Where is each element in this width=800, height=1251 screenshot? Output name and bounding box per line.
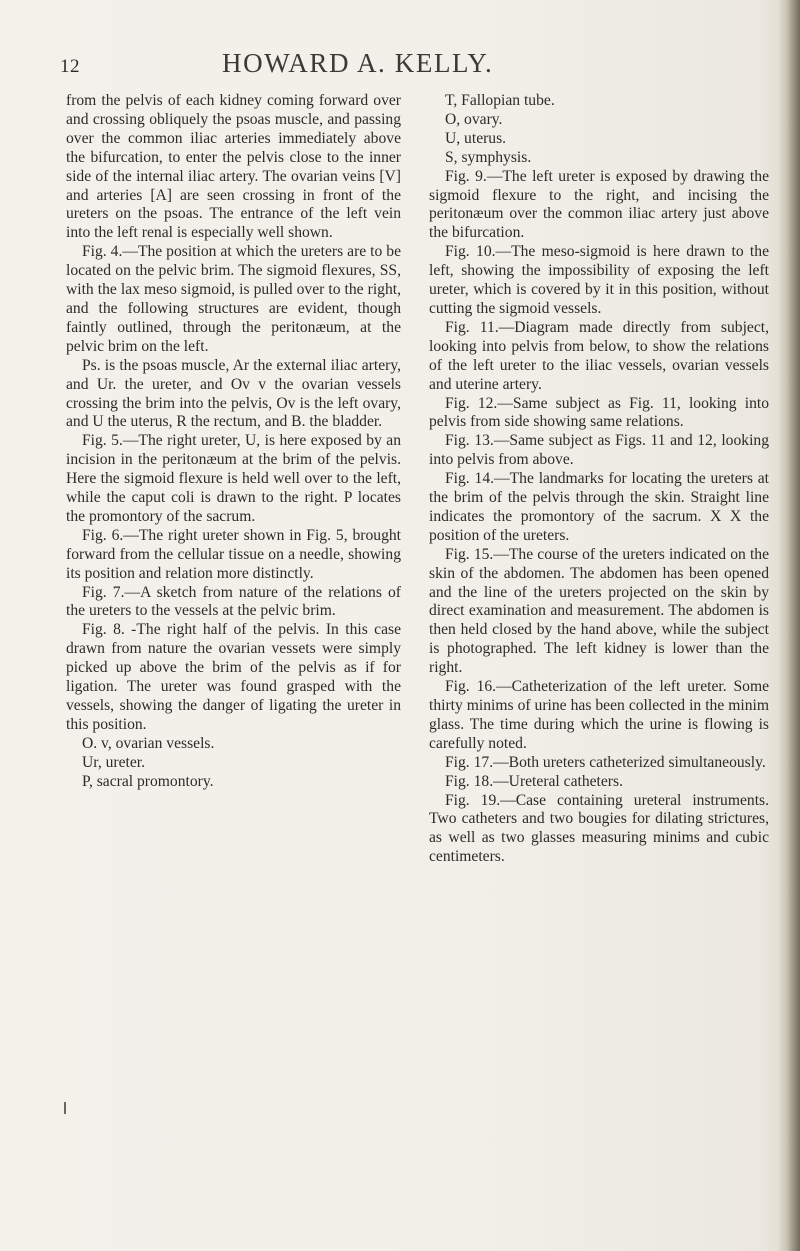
legend-item: T, Fallopian tube. xyxy=(445,92,555,109)
figure-caption: Fig. 10.—The meso-sigmoid is here drawn to the left, showing the impossibility of exposing the left ureter, which is covered by it in this position, without cutting the sigmoid vessels. xyxy=(429,243,769,317)
legend-item: O, ovary. xyxy=(445,110,503,128)
legend-item: U, uterus. xyxy=(445,129,507,147)
stray-mark xyxy=(64,1102,66,1114)
figure-caption: Fig. 13.—Same subject as Figs. 11 and 12, looking into pelvis from above. xyxy=(429,432,769,469)
figure-caption: Fig. 16.—Catheterization of the left ureter. Some thirty minims of urine has been collected in the minim glass. The time during which the urine is flowing is carefully noted. xyxy=(429,678,769,752)
legend-item: Ur, ureter. xyxy=(82,753,146,771)
page-number: 12 xyxy=(60,56,80,77)
legend-item: P, sacral promontory. xyxy=(82,772,214,790)
figure-caption: Fig. 8. -The right half of the pelvis. In this case drawn from nature the ovarian vessets were simply picked up above the brim of the pelvis as if for ligation. The ureter was found grasped with the vessels, showing the danger of ligating the ureter in this position. xyxy=(66,621,401,733)
running-head: HOWARD A. KELLY. xyxy=(222,48,494,78)
figure-caption: Fig. 9.—The left ureter is exposed by drawing the sigmoid flexure to the right, and incising the peritonæum over the common iliac artery just above the bifurcation. xyxy=(429,167,769,242)
page-edge-shadow xyxy=(778,0,800,1251)
paragraph: from the pelvis of each kidney coming forward over and crossing obliquely the psoas muscle, and passing over the common iliac arteries immediately above the bifurcation, to enter the pelvis close to the inner side of the internal iliac artery. The ovarian veins [V] and arteries [A] are seen crossing in front of the ureters on the psoas. The entrance of the left vein into the left renal is especially well shown. xyxy=(66,92,401,242)
left-column xyxy=(66,92,401,792)
figure-caption: Fig. 6.—The right ureter shown in Fig. 5, brought forward from the cellular tissue on a needle, showing its position and relation more distinctly. xyxy=(66,526,401,582)
right-column xyxy=(429,92,769,867)
legend-item: O. v, ovarian vessels. xyxy=(82,734,215,752)
figure-caption: Fig. 14.—The landmarks for locating the ureters at the brim of the pelvis through the skin. Straight line indicates the promontory of the sacrum. X X the position of the ureters. xyxy=(429,470,769,544)
figure-caption: Fig. 15.—The course of the ureters indicated on the skin of the abdomen. The abdomen has been opened and the line of the ureters projected on the skin by direct examination and measurement. The abdomen is then held closed by the hand above, while the subject is photographed. The left kidney is lower than the right. xyxy=(429,545,769,677)
legend-item: S, symphysis. xyxy=(445,148,532,166)
figure-caption: Fig. 11.—Diagram made directly from subject, looking into pelvis from below, to show the relations of the left ureter to the iliac vessels, ovarian vessels and uterine artery. xyxy=(429,318,769,393)
paragraph: Ps. is the psoas muscle, Ar the external iliac artery, and Ur. the ureter, and Ov v the ovarian vessels crossing the brim into the pelvis, Ov is the left ovary, and U the uterus, R the rectum, and B. the bladder. xyxy=(66,356,401,431)
figure-caption: Fig. 4.—The position at which the ureters are to be located on the pelvic brim. The sigmoid flexures, SS, with the lax meso sigmoid, is pulled over to the right, and the following structures are evident, though faintly outlined, through the peritonæum, at the pelvic brim on the left. xyxy=(66,243,401,355)
figure-caption: Fig. 17.—Both ureters catheterized simultaneously. xyxy=(445,753,766,771)
figure-caption: Fig. 5.—The right ureter, U, is here exposed by an incision in the peritonæum at the brim of the pelvis. Here the sigmoid flexure is held well over to the left, while the caput coli is drawn to the right. P locates the promontory of the sacrum. xyxy=(66,432,401,525)
figure-caption: Fig. 12.—Same subject as Fig. 11, looking into pelvis from side showing same relations. xyxy=(429,394,769,431)
figure-caption: Fig. 19.—Case containing ureteral instruments. Two catheters and two bougies for dilating strictures, as well as two glasses measuring minims and cubic centimeters. xyxy=(429,791,769,866)
figure-caption: Fig. 7.—A sketch from nature of the relations of the ureters to the vessels at the pelvic brim. xyxy=(66,583,401,620)
figure-caption: Fig. 18.—Ureteral catheters. xyxy=(445,772,623,790)
